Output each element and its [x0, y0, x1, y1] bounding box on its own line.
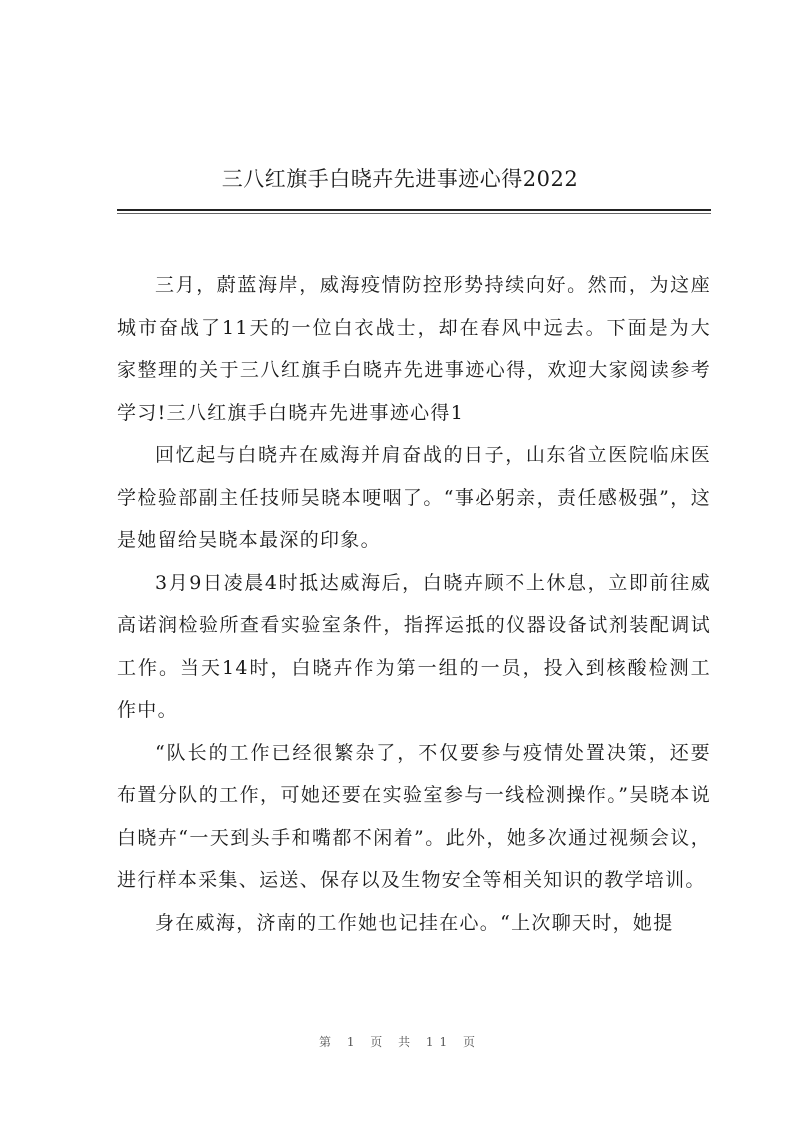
- body-paragraph: 3月9日凌晨4时抵达威海后，白晓卉顾不上休息，立即前往威高诺润检验所查看实验室条件，指挥运抵的仪器设备试剂装配调试工作。当天14时，白晓卉作为第一组的一员，投入到核酸检测工作中。: [117, 571, 711, 721]
- title-divider-thin: [117, 213, 711, 214]
- body-paragraph: 三月，蔚蓝海岸，威海疫情防控形势持续向好。然而，为这座城市奋战了11天的一位白衣战士，却在春风中远去。下面是为大家整理的关于三八红旗手白晓卉先进事迹心得，欢迎大家阅读参考学习!三八红旗手白晓卉先进事迹心得1: [117, 274, 711, 424]
- body-paragraph: 身在威海，济南的工作她也记挂在心。“上次聊天时，她提: [155, 911, 674, 934]
- body-paragraph: 回忆起与白晓卉在威海并肩奋战的日子，山东省立医院临床医学检验部副主任技师吴晓本哽咽了。“事必躬亲，责任感极强”，这是她留给吴晓本最深的印象。: [117, 444, 711, 551]
- title-divider: [117, 209, 711, 211]
- document-body: [117, 264, 711, 944]
- document-title: 三八红旗手白晓卉先进事迹心得2022: [221, 167, 579, 191]
- body-paragraph: “队长的工作已经很繁杂了，不仅要参与疫情处置决策，还要布置分队的工作，可她还要在实验室参与一线检测操作。”吴晓本说白晓卉“一天到头手和嘴都不闲着”。此外，她多次通过视频会议，进行样本采集、运送、保存以及生物安全等相关知识的教学培训。: [117, 741, 711, 891]
- page-number-footer: 第 1 页 共 11 页: [319, 1035, 481, 1049]
